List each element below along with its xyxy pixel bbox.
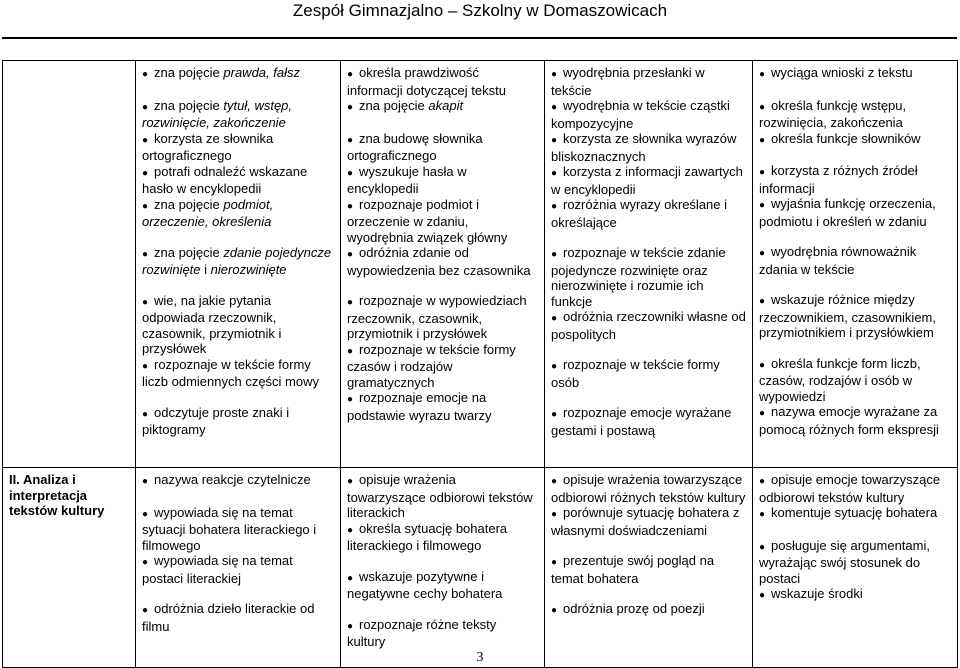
list-item (551, 309, 746, 342)
list-item (551, 197, 746, 230)
list-item (347, 390, 538, 423)
list-item-text: wyjaśnia funkcję orzeczenia, podmiotu i określeń w zdaniu (759, 196, 936, 229)
list-item (142, 131, 334, 164)
bullet-icon: ● (347, 524, 354, 536)
bullet-icon: ● (142, 360, 149, 372)
list-item-text: wypowiada się na temat postaci literackiej (142, 553, 293, 586)
list-item (347, 617, 538, 650)
spacer (142, 278, 334, 293)
list-item (759, 472, 951, 505)
list-item-text: odczytuje proste znaki i piktogramy (142, 404, 290, 437)
list-item (142, 98, 334, 131)
list-item-text: zna pojęcie prawda, fałsz (154, 65, 300, 80)
list-item (759, 505, 951, 523)
list-item (759, 131, 951, 149)
list-item-text: określa funkcje słowników (771, 130, 921, 146)
bullet-icon: ● (347, 102, 354, 113)
list-item (551, 405, 746, 438)
bullet-icon: ● (347, 476, 354, 487)
list-item-text: wie, na jakie pytania odpowiada rzeczownik, czasownik, przymiotnik i przysłówek (142, 292, 282, 356)
list-item (347, 472, 538, 521)
bullet-icon: ● (347, 69, 354, 80)
bullet-icon: ● (551, 249, 558, 260)
list (551, 472, 746, 619)
list-item-text: odróżnia rzeczowniki własne od pospolitych (551, 309, 746, 342)
bullet-icon: ● (551, 509, 558, 520)
cell-r2-c4 (753, 468, 958, 668)
list-item-text: rozróżnia wyrazy określane i określające (551, 197, 728, 230)
list-item (551, 245, 746, 309)
spacer (759, 229, 951, 244)
header-rule (2, 37, 957, 39)
spacer (551, 342, 746, 357)
list-item (551, 164, 746, 197)
list-item (347, 164, 538, 197)
list-item-text: nazywa emocje wyrażane za pomocą różnych form ekspresji (759, 404, 939, 437)
cell-r1-c3 (545, 61, 753, 468)
list-item-text: odróżnia zdanie od wypowiedzenia bez czasownika (347, 245, 531, 278)
spacer (759, 148, 951, 163)
spacer (347, 278, 538, 293)
list-item (142, 472, 334, 490)
list-item (759, 244, 951, 277)
list-item (759, 292, 951, 341)
list-item-text: zna pojęcie zdanie pojedyncze rozwinięte i nierozwinięte (142, 244, 332, 277)
list-item (347, 569, 538, 602)
bullet-icon: ● (551, 69, 558, 80)
bullet-icon: ● (551, 313, 558, 324)
bullet-icon: ● (551, 168, 558, 179)
list-item-text: odróżnia dzieło literackie od filmu (142, 601, 315, 634)
list-item-text: wyodrębnia w tekście cząstki kompozycyjne (551, 98, 730, 131)
bullet-icon: ● (142, 69, 149, 80)
cell-r1-c4 (753, 61, 958, 468)
bullet-icon: ● (759, 509, 766, 520)
list-item (142, 505, 334, 554)
list-item (142, 357, 334, 390)
bullet-icon: ● (551, 476, 558, 487)
list-item-text: wskazuje środki (771, 586, 863, 601)
bullet-icon: ● (347, 394, 354, 405)
list-item (551, 131, 746, 164)
spacer (142, 390, 334, 405)
list-item-text: określa prawdziwość informacji dotyczącej tekstu (347, 65, 506, 98)
cell-r2-c2 (341, 468, 545, 668)
list-item-text: rozpoznaje w tekście formy czasów i rodzajów gramatycznych (347, 341, 516, 390)
list (551, 65, 746, 438)
spacer (347, 554, 538, 569)
list-item (347, 521, 538, 554)
bullet-icon: ● (759, 296, 766, 307)
bullet-icon: ● (759, 359, 766, 371)
spacer (551, 586, 746, 601)
list (759, 65, 951, 437)
list-item (142, 293, 334, 357)
bullet-icon: ● (759, 167, 766, 178)
list (142, 472, 334, 634)
list (142, 65, 334, 438)
bullet-icon: ● (347, 200, 354, 212)
list-item-text: opisuje wrażenia towarzyszące odbiorowi tekstów literackich (347, 472, 533, 520)
list-item (759, 404, 951, 437)
bullet-icon: ● (759, 408, 766, 419)
list-item-text: korzysta ze słownika ortograficznego (142, 130, 274, 163)
list-item-text: opisuje emocje towarzyszące odbiorowi tekstów kultury (759, 472, 941, 505)
list-item (142, 245, 334, 278)
bullet-icon: ● (759, 134, 766, 146)
list-item (142, 601, 334, 634)
bullet-icon: ● (142, 101, 149, 113)
list-item-text: wskazuje różnice między rzeczownikiem, czasownikiem, przymiotnikiem i przysłówkiem (759, 292, 936, 340)
bullet-icon: ● (142, 200, 149, 212)
list-item (347, 65, 538, 98)
spacer (551, 230, 746, 245)
list-item (551, 98, 746, 131)
bullet-icon: ● (551, 102, 558, 113)
bullet-icon: ● (142, 557, 149, 568)
bullet-icon: ● (347, 572, 354, 584)
list-item-text: korzysta z informacji zawartych w encyklopedii (551, 164, 743, 197)
bullet-icon: ● (551, 361, 558, 372)
bullet-icon: ● (142, 134, 149, 146)
list-item (759, 196, 951, 229)
list-item-text: rozpoznaje w tekście formy osób (551, 357, 720, 390)
bullet-icon: ● (142, 296, 149, 308)
spacer (142, 230, 334, 245)
cell-r2-c1 (136, 468, 341, 668)
list-item (347, 131, 538, 164)
table-row (3, 468, 958, 668)
list-item-text: wyodrębnia przesłanki w tekście (551, 65, 705, 98)
spacer (551, 538, 746, 553)
bullet-icon: ● (759, 69, 766, 80)
list-item-text: wyodrębnia równoważnik zdania w tekście (759, 244, 917, 277)
bullet-icon: ● (551, 557, 558, 568)
table-row (3, 61, 958, 468)
bullet-icon: ● (347, 249, 354, 260)
bullet-icon: ● (551, 409, 558, 420)
bullet-icon: ● (759, 476, 766, 487)
bullet-icon: ● (142, 408, 149, 420)
list-item (551, 505, 746, 538)
list-item (551, 65, 746, 98)
list-item-text: rozpoznaje w tekście formy liczb odmiennych części mowy (142, 356, 320, 389)
bullet-icon: ● (347, 345, 354, 357)
bullet-icon: ● (759, 590, 766, 601)
list-item-text: wskazuje pozytywne i negatywne cechy bohatera (347, 568, 503, 601)
spacer (142, 586, 334, 601)
cell-r1-c2 (341, 61, 545, 468)
list-item-text: rozpoznaje emocje wyrażane gestami i postawą (551, 405, 732, 438)
list-item (551, 472, 746, 505)
list-item (347, 98, 538, 116)
list-item (142, 197, 334, 230)
list-item (551, 601, 746, 619)
list-item-text: rozpoznaje w tekście zdanie pojedyncze rozwinięte oraz nierozwinięte i rozumie ich funkcje (551, 245, 726, 309)
bullet-icon: ● (347, 620, 354, 632)
page-title: Zespół Gimnazjalno – Szkolny w Domaszowicach (292, 1, 668, 20)
bullet-icon: ● (347, 297, 354, 308)
cell-r2-c3 (545, 468, 753, 668)
bullet-icon: ● (142, 167, 149, 179)
list-item-text: odróżnia prozę od poezji (563, 601, 705, 616)
bullet-icon: ● (551, 135, 558, 146)
spacer (759, 277, 951, 292)
list-item (759, 586, 951, 604)
spacer (142, 83, 334, 98)
list-item-text: określa funkcje form liczb, czasów, rodzajów i osób w wypowiedzi (759, 355, 921, 404)
bullet-icon: ● (142, 476, 149, 487)
list-item (551, 553, 746, 586)
list-item-text: prezentuje swój pogląd na temat bohatera (551, 553, 715, 586)
list (347, 472, 538, 650)
list-item-text: zna pojęcie akapit (359, 98, 464, 113)
list-item (551, 357, 746, 390)
cell-r1-c1 (136, 61, 341, 468)
list-item (759, 356, 951, 405)
list-item (759, 98, 951, 131)
list-item (142, 65, 334, 83)
list-item-text: komentuje sytuację bohatera (771, 505, 938, 520)
list-item-text: korzysta z różnych źródeł informacji (759, 163, 918, 196)
list (759, 472, 951, 604)
list-item-text: korzysta ze słownika wyrazów bliskoznacznych (551, 131, 737, 164)
list-item-text: wyciąga wnioski z tekstu (771, 65, 913, 80)
bullet-icon: ● (551, 201, 558, 212)
spacer (551, 390, 746, 405)
list-item (142, 553, 334, 586)
section-label: II. Analiza i interpretacja tekstów kultury (3, 468, 136, 668)
spacer (759, 341, 951, 356)
list-item-text: zna budowę słownika ortograficznego (347, 130, 483, 163)
spacer (759, 83, 951, 98)
list-item-text: opisuje wrażenia towarzyszące odbiorowi różnych tekstów kultury (551, 472, 746, 505)
list-item-text: określa funkcję wstępu, rozwinięcia, zakończenia (759, 97, 907, 130)
spacer (142, 490, 334, 505)
spacer (759, 523, 951, 538)
bullet-icon: ● (347, 167, 354, 179)
list-item-text: nazywa reakcje czytelnicze (154, 472, 311, 487)
bullet-icon: ● (759, 541, 766, 553)
list-item (142, 164, 334, 197)
page-header (0, 0, 960, 40)
bullet-icon: ● (347, 134, 354, 146)
bullet-icon: ● (142, 508, 149, 520)
list-item (347, 293, 538, 342)
spacer (347, 602, 538, 617)
list-item-text: określa sytuację bohatera literackiego i filmowego (347, 520, 508, 553)
requirements-table (2, 60, 958, 668)
list-item-text: rozpoznaje podmiot i orzeczenie w zdaniu, wyodrębnia związek główny (347, 196, 508, 245)
list-item-text: rozpoznaje w wypowiedziach rzeczownik, czasownik, przymiotnik i przysłówek (347, 293, 527, 341)
list-item-text: wyszukuje hasła w encyklopedii (347, 163, 467, 196)
list-item (759, 538, 951, 587)
list-item-text: porównuje sytuację bohatera z własnymi doświadczeniami (551, 505, 740, 538)
bullet-icon: ● (759, 248, 766, 259)
list-item-text: potrafi odnaleźć wskazane hasło w encyklopedii (142, 163, 308, 196)
bullet-icon: ● (551, 605, 558, 616)
list-item-text: wypowiada się na temat sytuacji bohatera literackiego i filmowego (142, 504, 317, 553)
bullet-icon: ● (759, 200, 766, 211)
list-item (759, 65, 951, 83)
list (347, 65, 538, 423)
list-item-text: rozpoznaje różne teksty kultury (347, 616, 497, 649)
spacer (347, 116, 538, 131)
list-item-text: zna pojęcie podmiot, orzeczenie, określenia (142, 196, 274, 229)
list-item-text: posługuje się argumentami, wyrażając swój stosunek do postaci (759, 537, 930, 586)
bullet-icon: ● (759, 101, 766, 113)
list-item (347, 197, 538, 246)
bullet-icon: ● (142, 605, 149, 616)
list-item-text: rozpoznaje emocje na podstawie wyrazu twarzy (347, 390, 492, 423)
list-item (347, 245, 538, 278)
page-number: 3 (476, 650, 484, 665)
list-item (142, 405, 334, 438)
bullet-icon: ● (142, 248, 149, 260)
list-item-text: zna pojęcie tytuł, wstęp, rozwinięcie, zakończenie (142, 97, 293, 130)
list-item (347, 342, 538, 391)
row-label-empty (3, 61, 136, 468)
list-item (759, 163, 951, 196)
